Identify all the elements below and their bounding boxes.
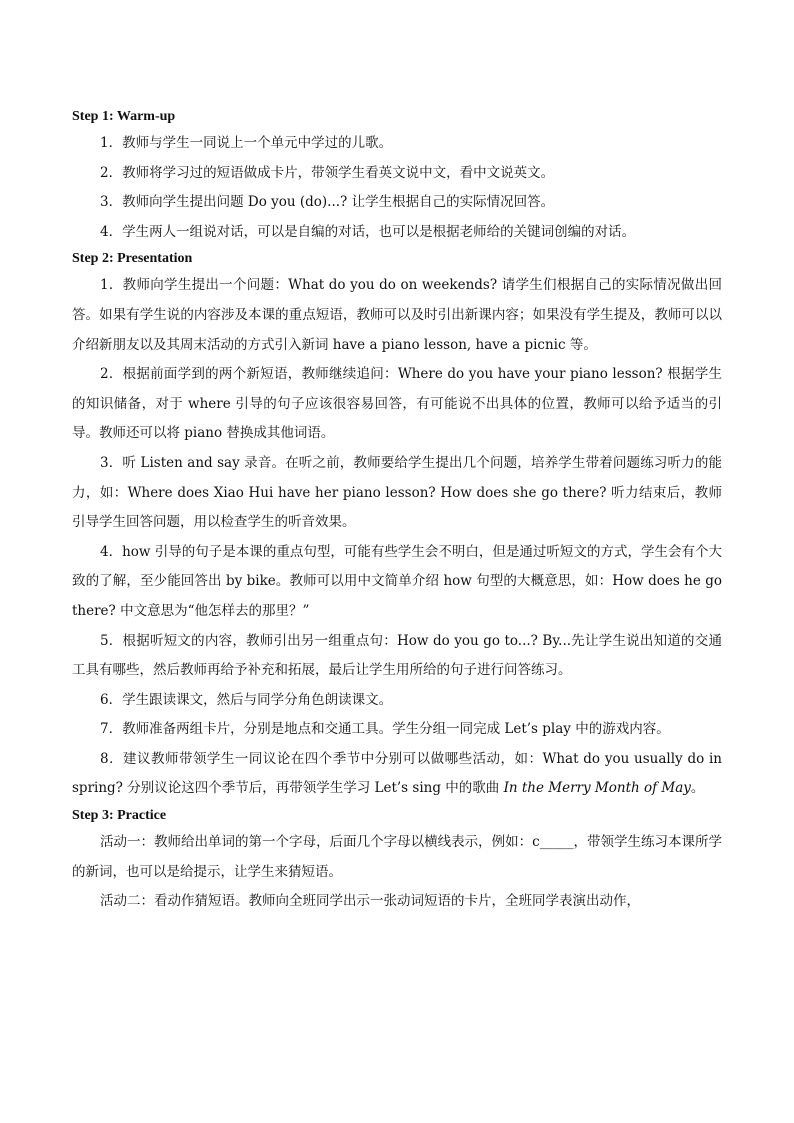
step1-paragraph-1: 1．教师与学生一同说上一个单元中学过的儿歌。: [100, 135, 393, 151]
step2-heading: Step 2: Presentation: [72, 251, 193, 267]
step2-paragraph-1: 1．教师向学生提出一个问题：What do you do on weekends? 请学生们根据自己的实际情况做出回答。如果有学生说的内容涉及本课的重点短语，教师可以及时引出新课内容；如果没有学生提及，教师可以以介绍新朋友以及其周末活动的方式引入新词 have a piano lesson, have a picnic 等。: [72, 277, 722, 353]
step2-paragraph-8-text: 8．建议教师带领学生一同议论在四个季节中分别可以做哪些活动，如：What do you usually do in spring? 分别议论这四个季节后，再带领学生学习 Let’s sing 中的歌曲: [72, 750, 722, 797]
step3-heading: Step 3: Practice: [72, 808, 167, 824]
step2-paragraph-3: 3．听 Listen and say 录音。在听之前，教师要给学生提出几个问题，培养学生带着问题练习听力的能力，如：Where does Xiao Hui have her piano lesson? How does she go there? 听力结束后，教师引导学生回答问题，用以检查学生的听音效果。: [72, 454, 722, 531]
step2-paragraph-6: 6．学生跟读课文，然后与同学分角色朗读课文。: [100, 691, 393, 708]
step3-paragraph-2: 活动二：看动作猜短语。教师向全班同学出示一张动词短语的卡片，全班同学表演出动作，: [100, 893, 640, 910]
step3-paragraph-1: 活动一：教师给出单词的第一个字母，后面几个字母以横线表示，例如：c_____，带领学生练习本课所学的新词，也可以是给提示，让学生来猜短语。: [72, 834, 722, 880]
song-title: In the Merry Month of May: [503, 780, 691, 797]
step2-paragraph-2: 2．根据前面学到的两个新短语，教师继续追问：Where do you have your piano lesson? 根据学生的知识储备，对于 where 引导的句子应该很容易回答，有可能说不出具体的位置，教师可以给予适当的引导。教师还可以将 piano 替换成其他词语。: [72, 366, 722, 442]
step2-paragraph-5: 5．根据听短文的内容，教师引出另一组重点句：How do you go to...? By...先让学生说出知道的交通工具有哪些，然后教师再给予补充和拓展，最后让学生用所给的句子进行问答练习。: [72, 632, 722, 679]
step2-paragraph-7: 7．教师准备两组卡片，分别是地点和交通工具。学生分组一同完成 Let’s play 中的游戏内容。: [100, 721, 670, 738]
step1-paragraph-3: 3．教师向学生提出问题 Do you (do)...? 让学生根据自己的实际情况回答。: [100, 194, 555, 211]
step2-paragraph-4: 4．how 引导的句子是本课的重点句型，可能有些学生会不明白，但是通过听短文的方式，学生会有个大致的了解，至少能回答出 by bike。教师可以用中文简单介绍 how 句型的大概意思，如：How does he go there? 中文意思为“他怎样去的那里？”: [72, 543, 722, 619]
document-page: [72, 105, 722, 917]
step1-paragraph-4: 4．学生两人一组说对话，可以是自编的对话，也可以是根据老师给的关键词创编的对话。: [100, 223, 636, 240]
step1-paragraph-2: 2．教师将学习过的短语做成卡片，带领学生看英文说中文，看中文说英文。: [100, 164, 555, 181]
step1-heading: Step 1: Warm-up: [72, 109, 176, 124]
step2-paragraph-8-end: 。: [690, 780, 705, 797]
step2-paragraph-8: [72, 745, 722, 804]
